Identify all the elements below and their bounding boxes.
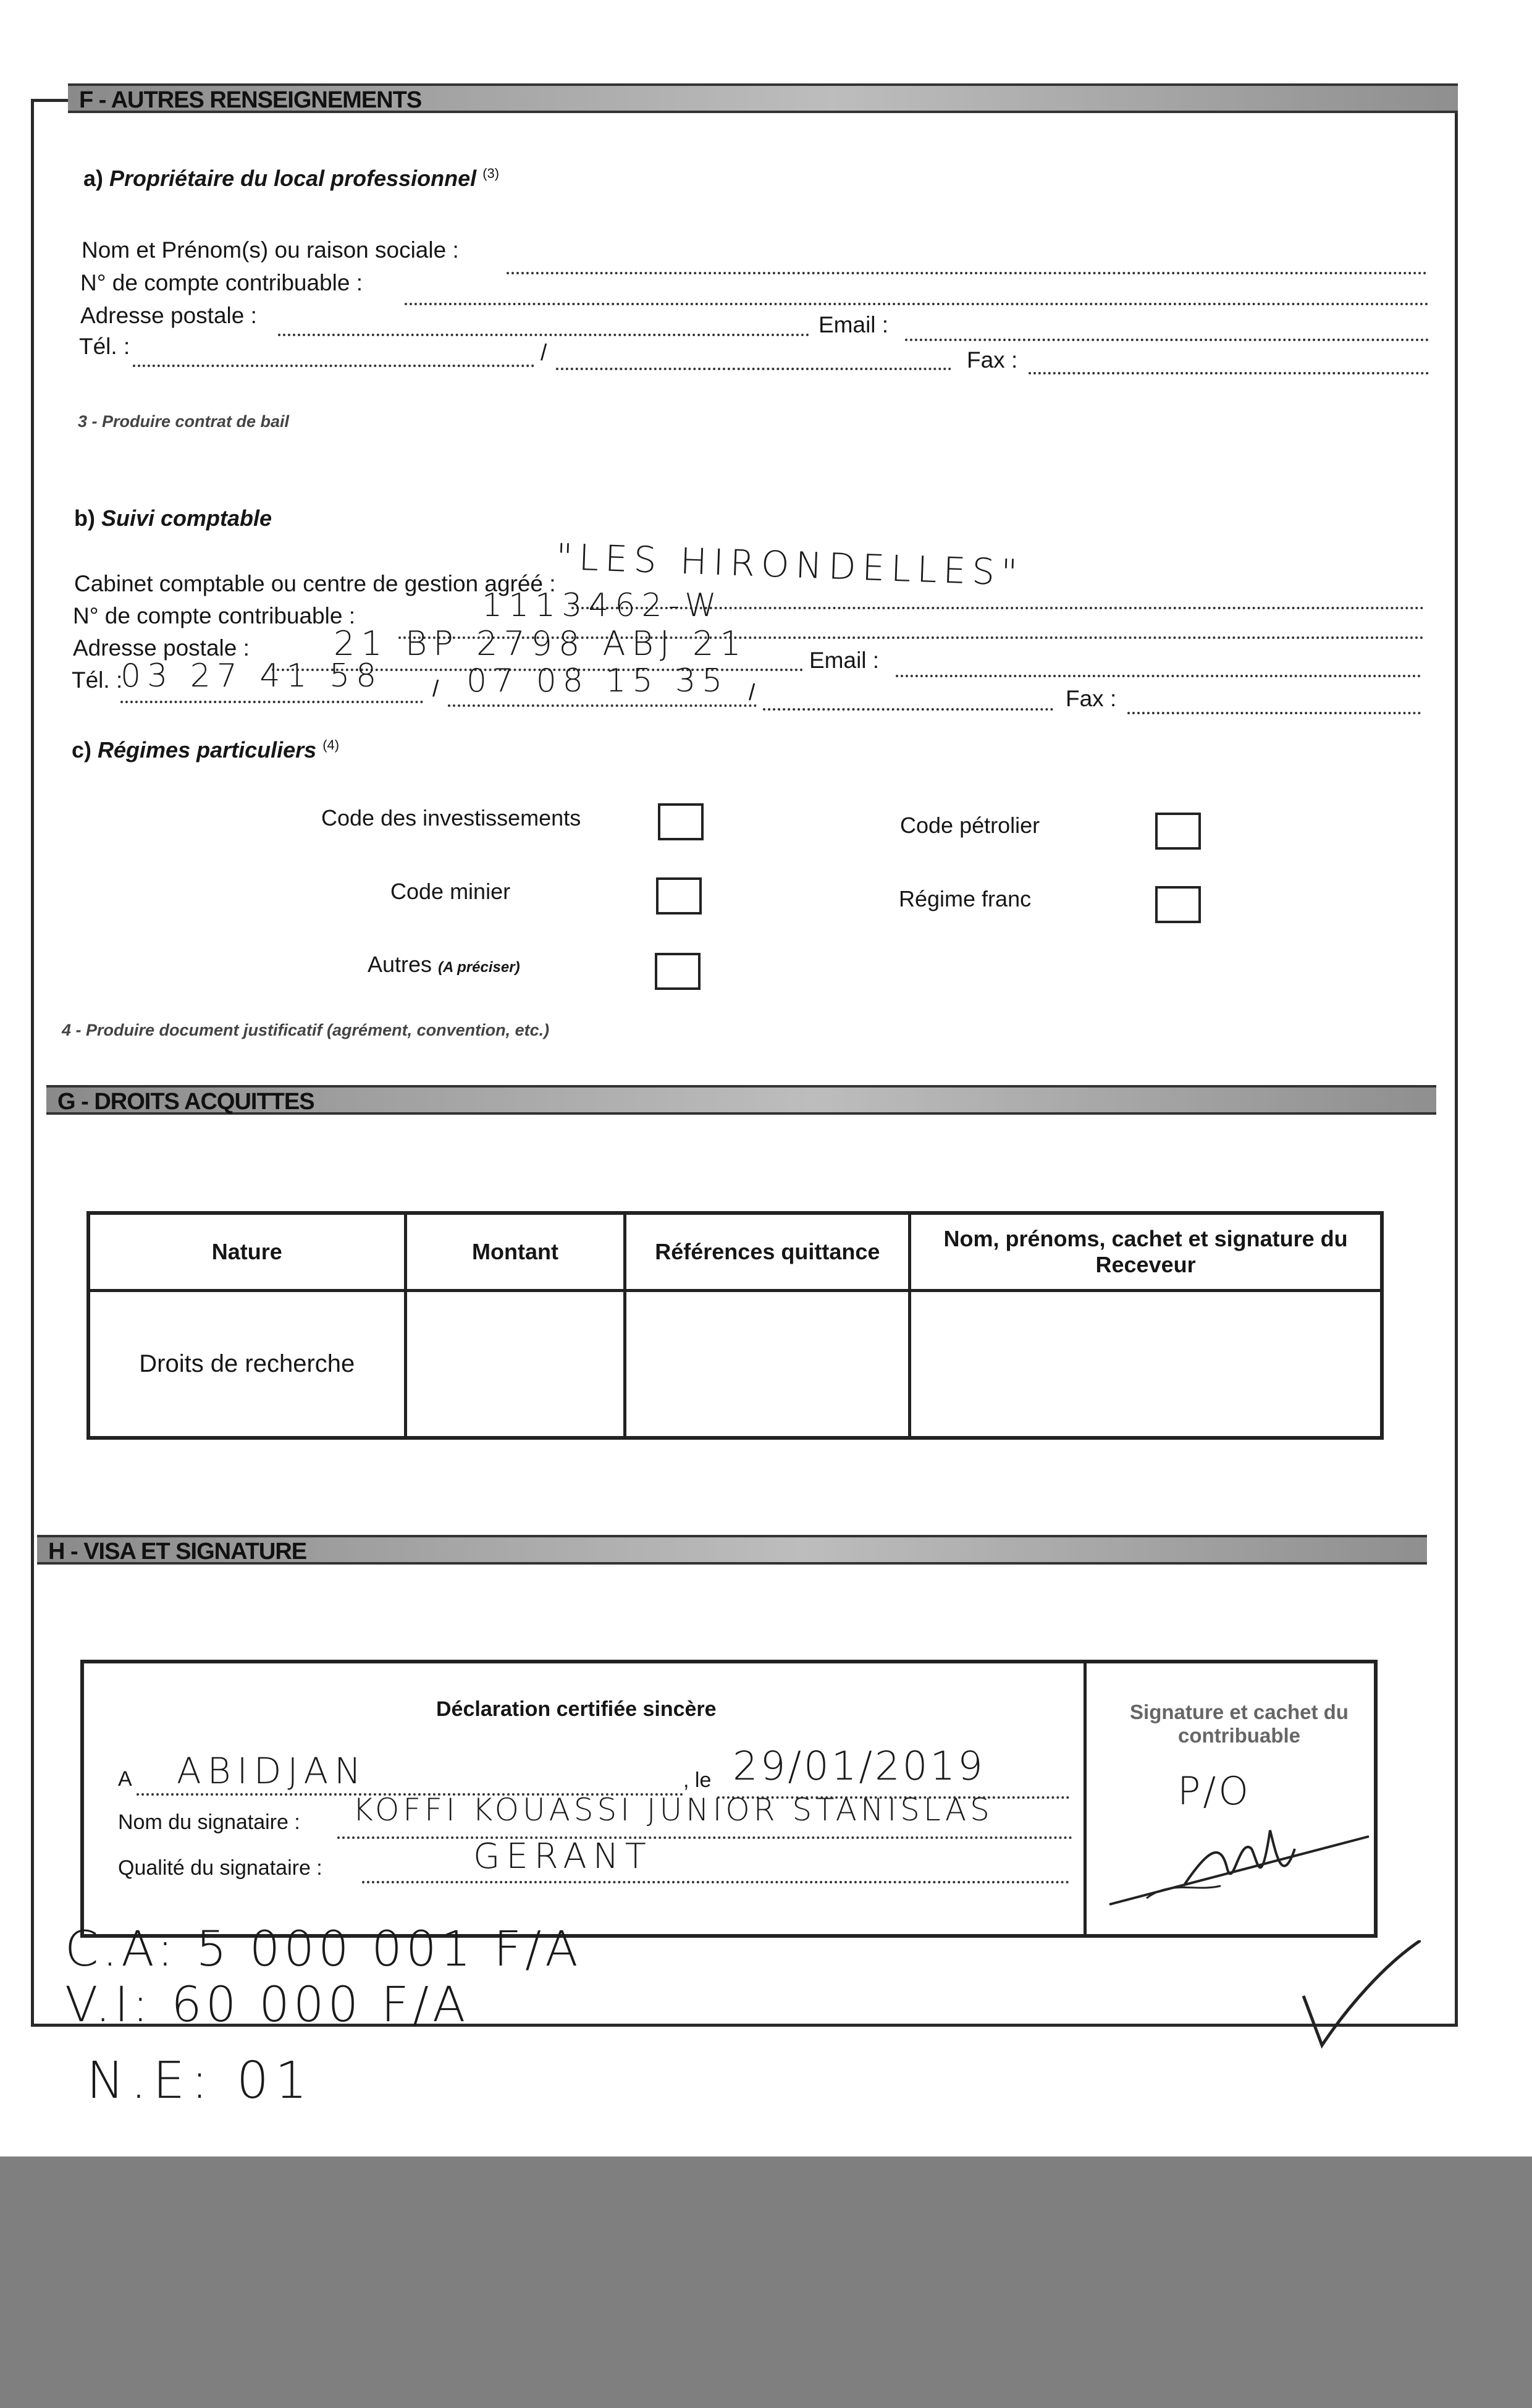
cabinet-label: Cabinet comptable ou centre de gestion agréé : — [74, 571, 556, 596]
visa-divider — [1084, 1663, 1087, 1934]
accounting-email-field[interactable] — [896, 675, 1421, 677]
note-4: 4 - Produire document justificatif (agrément, convention, etc.) — [62, 1021, 550, 1039]
signature-title: Signature et cachet du contribuable — [1130, 1700, 1349, 1747]
visa-box — [80, 1660, 1378, 1938]
cabinet-value: "LES HIRONDELLES" — [555, 535, 1024, 594]
table-row — [88, 1291, 1382, 1438]
droits-table — [86, 1211, 1384, 1440]
accounting-tel-field-3[interactable] — [763, 708, 1053, 711]
signatory-name-label: Nom du signataire : — [118, 1810, 300, 1834]
section-f-c-heading: c) Régimes particuliers $^{(4)}$ — [72, 737, 340, 763]
owner-account-field[interactable] — [405, 303, 1429, 305]
owner-fax-field[interactable] — [1029, 372, 1429, 374]
check-mark-icon — [1297, 1940, 1421, 2051]
cell-nature: Droits de recherche — [88, 1291, 405, 1438]
checkbox-autres[interactable] — [655, 953, 701, 990]
section-h-header — [37, 1535, 1427, 1565]
po-value: P/O — [1177, 1768, 1252, 1814]
checkbox-label-minier: Code minier — [390, 879, 511, 904]
cell-references[interactable] — [625, 1291, 910, 1438]
owner-fax-label: Fax : — [967, 347, 1018, 373]
section-f-a-heading: a) Propriétaire du local professionnel $^{(3)}$ — [83, 166, 500, 191]
note-3: 3 - Produire contrat de bail — [78, 412, 290, 431]
checkbox-minier[interactable] — [656, 877, 702, 915]
checkbox-label-petrolier: Code pétrolier — [900, 813, 1040, 838]
owner-name-label: Nom et Prénom(s) ou raison sociale : — [82, 237, 459, 263]
section-g-title: G - DROITS ACQUITTES — [57, 1089, 314, 1115]
accounting-tel-slash-2: / — [749, 680, 755, 705]
section-g-header — [46, 1085, 1436, 1115]
accounting-tel-field-2[interactable] — [448, 704, 757, 707]
declaration-title: Déclaration certifiée sincère — [436, 1697, 717, 1721]
section-f-header — [68, 83, 1458, 113]
section-f-b-heading: b) Suivi comptable — [74, 505, 272, 531]
checkbox-label-investissements: Code des investissements — [321, 805, 581, 830]
accounting-tel-value-1: 03 27 41 58 — [120, 657, 383, 695]
annotation-ca: C.A: 5 000 001 F/A — [65, 1922, 582, 1977]
owner-email-label: Email : — [819, 312, 889, 337]
accounting-tel-slash: / — [432, 676, 439, 701]
accounting-fax-field[interactable] — [1127, 712, 1421, 714]
owner-tel-label: Tél. : — [79, 334, 130, 359]
accounting-email-label: Email : — [809, 648, 880, 673]
checkbox-label-regime-franc: Régime franc — [899, 886, 1032, 911]
accounting-account-label: N° de compte contribuable : — [73, 603, 355, 628]
checkbox-regime-franc[interactable] — [1155, 886, 1201, 923]
accounting-tel-value-2: 07 08 15 35 — [466, 662, 729, 699]
le-label: , le — [683, 1768, 712, 1792]
annotation-vi: V.I: 60 000 F/A — [65, 1977, 469, 2033]
signatory-name-value: KOFFI KOUASSI JUNIOR STANISLAS — [353, 1792, 993, 1828]
accounting-address-label: Adresse postale : — [73, 635, 250, 661]
owner-tel-field-2[interactable] — [556, 368, 951, 370]
signature-scribble — [1097, 1812, 1381, 1923]
owner-tel-field-1[interactable] — [133, 365, 534, 367]
checkbox-label-autres: Autres (A préciser) — [368, 952, 520, 977]
a-label: A — [118, 1767, 132, 1791]
accounting-tel-label: Tél. : — [72, 667, 123, 693]
col-montant: Montant — [405, 1213, 625, 1291]
accounting-tel-field-1[interactable] — [120, 701, 423, 703]
checkbox-investissements[interactable] — [658, 803, 704, 840]
a-value: ABIDJAN — [177, 1750, 368, 1792]
date-value: 29/01/2019 — [733, 1744, 985, 1789]
owner-tel-slash: / — [541, 340, 547, 365]
section-f-title: F - AUTRES RENSEIGNEMENTS — [79, 87, 422, 113]
table-header-row — [88, 1213, 1382, 1291]
col-receveur: Nom, prénoms, cachet et signature du Receveur — [910, 1213, 1382, 1291]
signatory-quality-value: GERANT — [473, 1836, 652, 1877]
accounting-address-value: 21 BP 2798 ABJ 21 — [334, 624, 747, 663]
checkbox-petrolier[interactable] — [1155, 813, 1201, 850]
cell-receveur[interactable] — [910, 1291, 1382, 1438]
accounting-heading: Suivi comptable — [101, 505, 272, 531]
signatory-quality-label: Qualité du signataire : — [118, 1856, 322, 1880]
owner-heading: Propriétaire du local professionnel — [109, 166, 477, 191]
cell-montant[interactable] — [405, 1291, 625, 1438]
signatory-quality-field[interactable] — [362, 1881, 1069, 1883]
owner-address-label: Adresse postale : — [80, 303, 257, 328]
col-references: Références quittance — [625, 1213, 910, 1291]
signatory-name-field[interactable] — [337, 1836, 1072, 1839]
col-nature: Nature — [88, 1213, 405, 1291]
annotation-ne: N.E: 01 — [86, 2051, 314, 2110]
owner-account-label: N° de compte contribuable : — [80, 270, 363, 295]
section-h-title: H - VISA ET SIGNATURE — [48, 1539, 307, 1565]
owner-address-field[interactable] — [278, 334, 809, 336]
accounting-account-value: 1113462-W — [482, 587, 723, 624]
accounting-fax-label: Fax : — [1066, 686, 1117, 711]
owner-name-field[interactable] — [507, 272, 1427, 274]
regimes-heading: Régimes particuliers — [98, 737, 317, 763]
owner-email-field[interactable] — [905, 339, 1429, 341]
